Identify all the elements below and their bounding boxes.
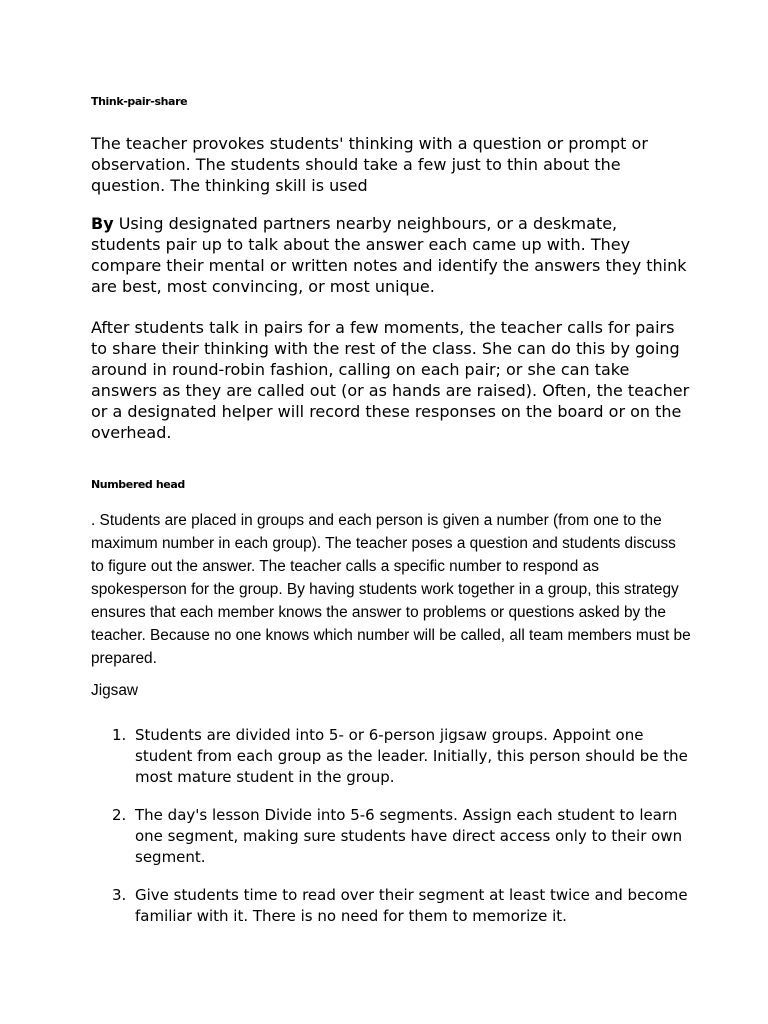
jigsaw-steps-list (91, 725, 691, 944)
list-item-number: 2. (112, 806, 127, 824)
paragraph-think-intro: The teacher provokes students' thinking with a question or prompt or observation. The students should take a few just to thin about the question. The thinking skill is used (91, 134, 648, 195)
paragraph-share: After students talk in pairs for a few moments, the teacher calls for pairs to share their thinking with the rest of the class. She can do this by going around in round-robin fashion, calling on each pair; or she can take answers as they are called out (or as hands are raised). Often, the teacher or a designated helper will record these responses on the board or on the overhead. (91, 318, 690, 442)
heading-numbered-head: Numbered head (91, 478, 185, 491)
list-item (91, 805, 691, 868)
list-item-text: Give students time to read over their segment at least twice and become familiar with it. There is no need for them to memorize it. (135, 886, 688, 925)
paragraph-pair-text: Using designated partners nearby neighbours, or a deskmate, students pair up to talk about the answer each came up with. They compare their mental or written notes and identify the answers they think are best, most convincing, or most unique. (91, 214, 687, 296)
paragraph-pair (91, 213, 691, 297)
list-item-text: The day's lesson Divide into 5-6 segments. Assign each student to learn one segment, making sure students have direct access only to their own segment. (135, 806, 683, 866)
list-item-number: 1. (112, 726, 127, 744)
paragraph-numbered-head: . Students are placed in groups and each person is given a number (from one to the maximum number in each group). The teacher poses a question and students discuss to figure out the answer. The teacher calls a specific number to respond as spokesperson for the group. By having students work together in a group, this strategy ensures that each member knows the answer to problems or questions asked by the teacher. Because no one knows which number will be called, all team members must be prepared. (91, 512, 691, 667)
list-item (91, 885, 691, 927)
list-item (91, 725, 691, 788)
list-item-text: Students are divided into 5- or 6-person jigsaw groups. Appoint one student from each group as the leader. Initially, this person should be the most mature student in the group. (135, 726, 688, 786)
heading-jigsaw: Jigsaw (91, 682, 139, 699)
list-item-number: 3. (112, 886, 127, 904)
heading-think-pair-share: Think-pair-share (91, 95, 188, 108)
paragraph-pair-bold: By (91, 214, 114, 233)
